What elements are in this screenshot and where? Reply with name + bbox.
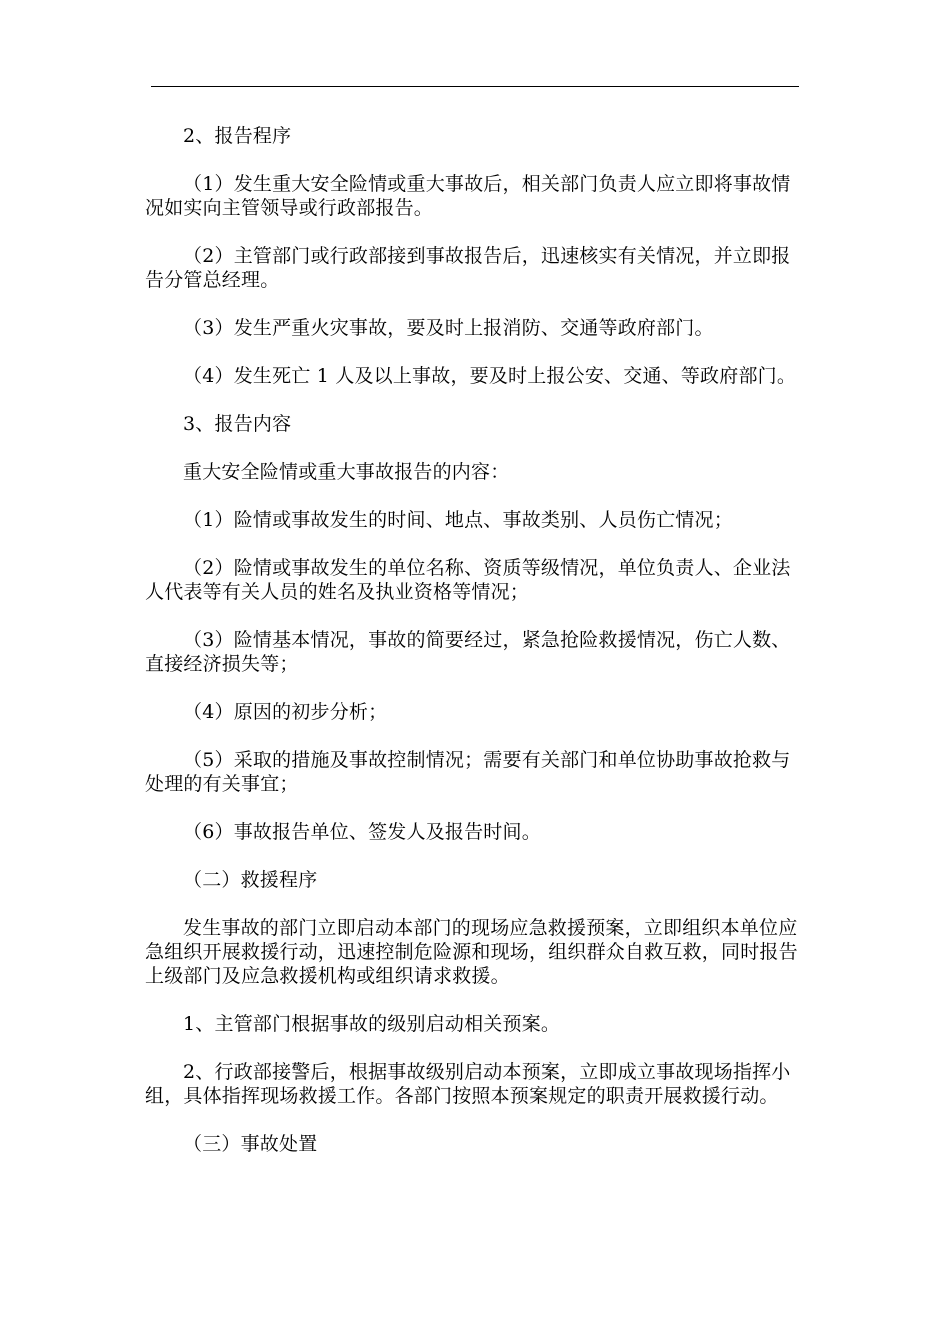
paragraph: 1、主管部门根据事故的级别启动相关预案。	[183, 1013, 561, 1035]
heading-report-content: 3、报告内容	[183, 413, 292, 435]
paragraph: 发生事故的部门立即启动本部门的现场应急救援预案，立即组织本单位应急组织开展救援行动，迅速控制危险源和现场，组织群众自救互救，同时报告上级部门及应急救援机构或组织请求救援。	[145, 917, 798, 987]
paragraph: （2）主管部门或行政部接到事故报告后，迅速核实有关情况，并立即报告分管总经理。	[145, 245, 791, 291]
paragraph: 2、行政部接警后，根据事故级别启动本预案，立即成立事故现场指挥小组，具体指挥现场救援工作。各部门按照本预案规定的职责开展救援行动。	[145, 1061, 791, 1107]
paragraph: （4）原因的初步分析；	[183, 701, 388, 723]
document-body	[145, 124, 801, 1180]
header-rule	[151, 86, 799, 87]
paragraph: 重大安全险情或重大事故报告的内容：	[183, 461, 510, 483]
paragraph: （3）险情基本情况，事故的简要经过，紧急抢险救援情况，伤亡人数、直接经济损失等；	[145, 629, 791, 675]
heading-accident-handling: （三）事故处置	[183, 1133, 318, 1155]
paragraph: （1）发生重大安全险情或重大事故后，相关部门负责人应立即将事故情况如实向主管领导或行政部报告。	[145, 173, 791, 219]
heading-rescue-procedure: （二）救援程序	[183, 869, 318, 891]
paragraph: （2）险情或事故发生的单位名称、资质等级情况，单位负责人、企业法人代表等有关人员的姓名及执业资格等情况；	[145, 557, 791, 603]
paragraph: （5）采取的措施及事故控制情况；需要有关部门和单位协助事故抢救与处理的有关事宜；	[145, 749, 791, 795]
heading-report-procedure: 2、报告程序	[183, 125, 292, 147]
paragraph: （6）事故报告单位、签发人及报告时间。	[183, 821, 541, 843]
paragraph: （1）险情或事故发生的时间、地点、事故类别、人员伤亡情况；	[183, 509, 733, 531]
paragraph: （4）发生死亡 1 人及以上事故，要及时上报公安、交通、等政府部门。	[183, 365, 797, 387]
paragraph: （3）发生严重火灾事故，要及时上报消防、交通等政府部门。	[183, 317, 714, 339]
